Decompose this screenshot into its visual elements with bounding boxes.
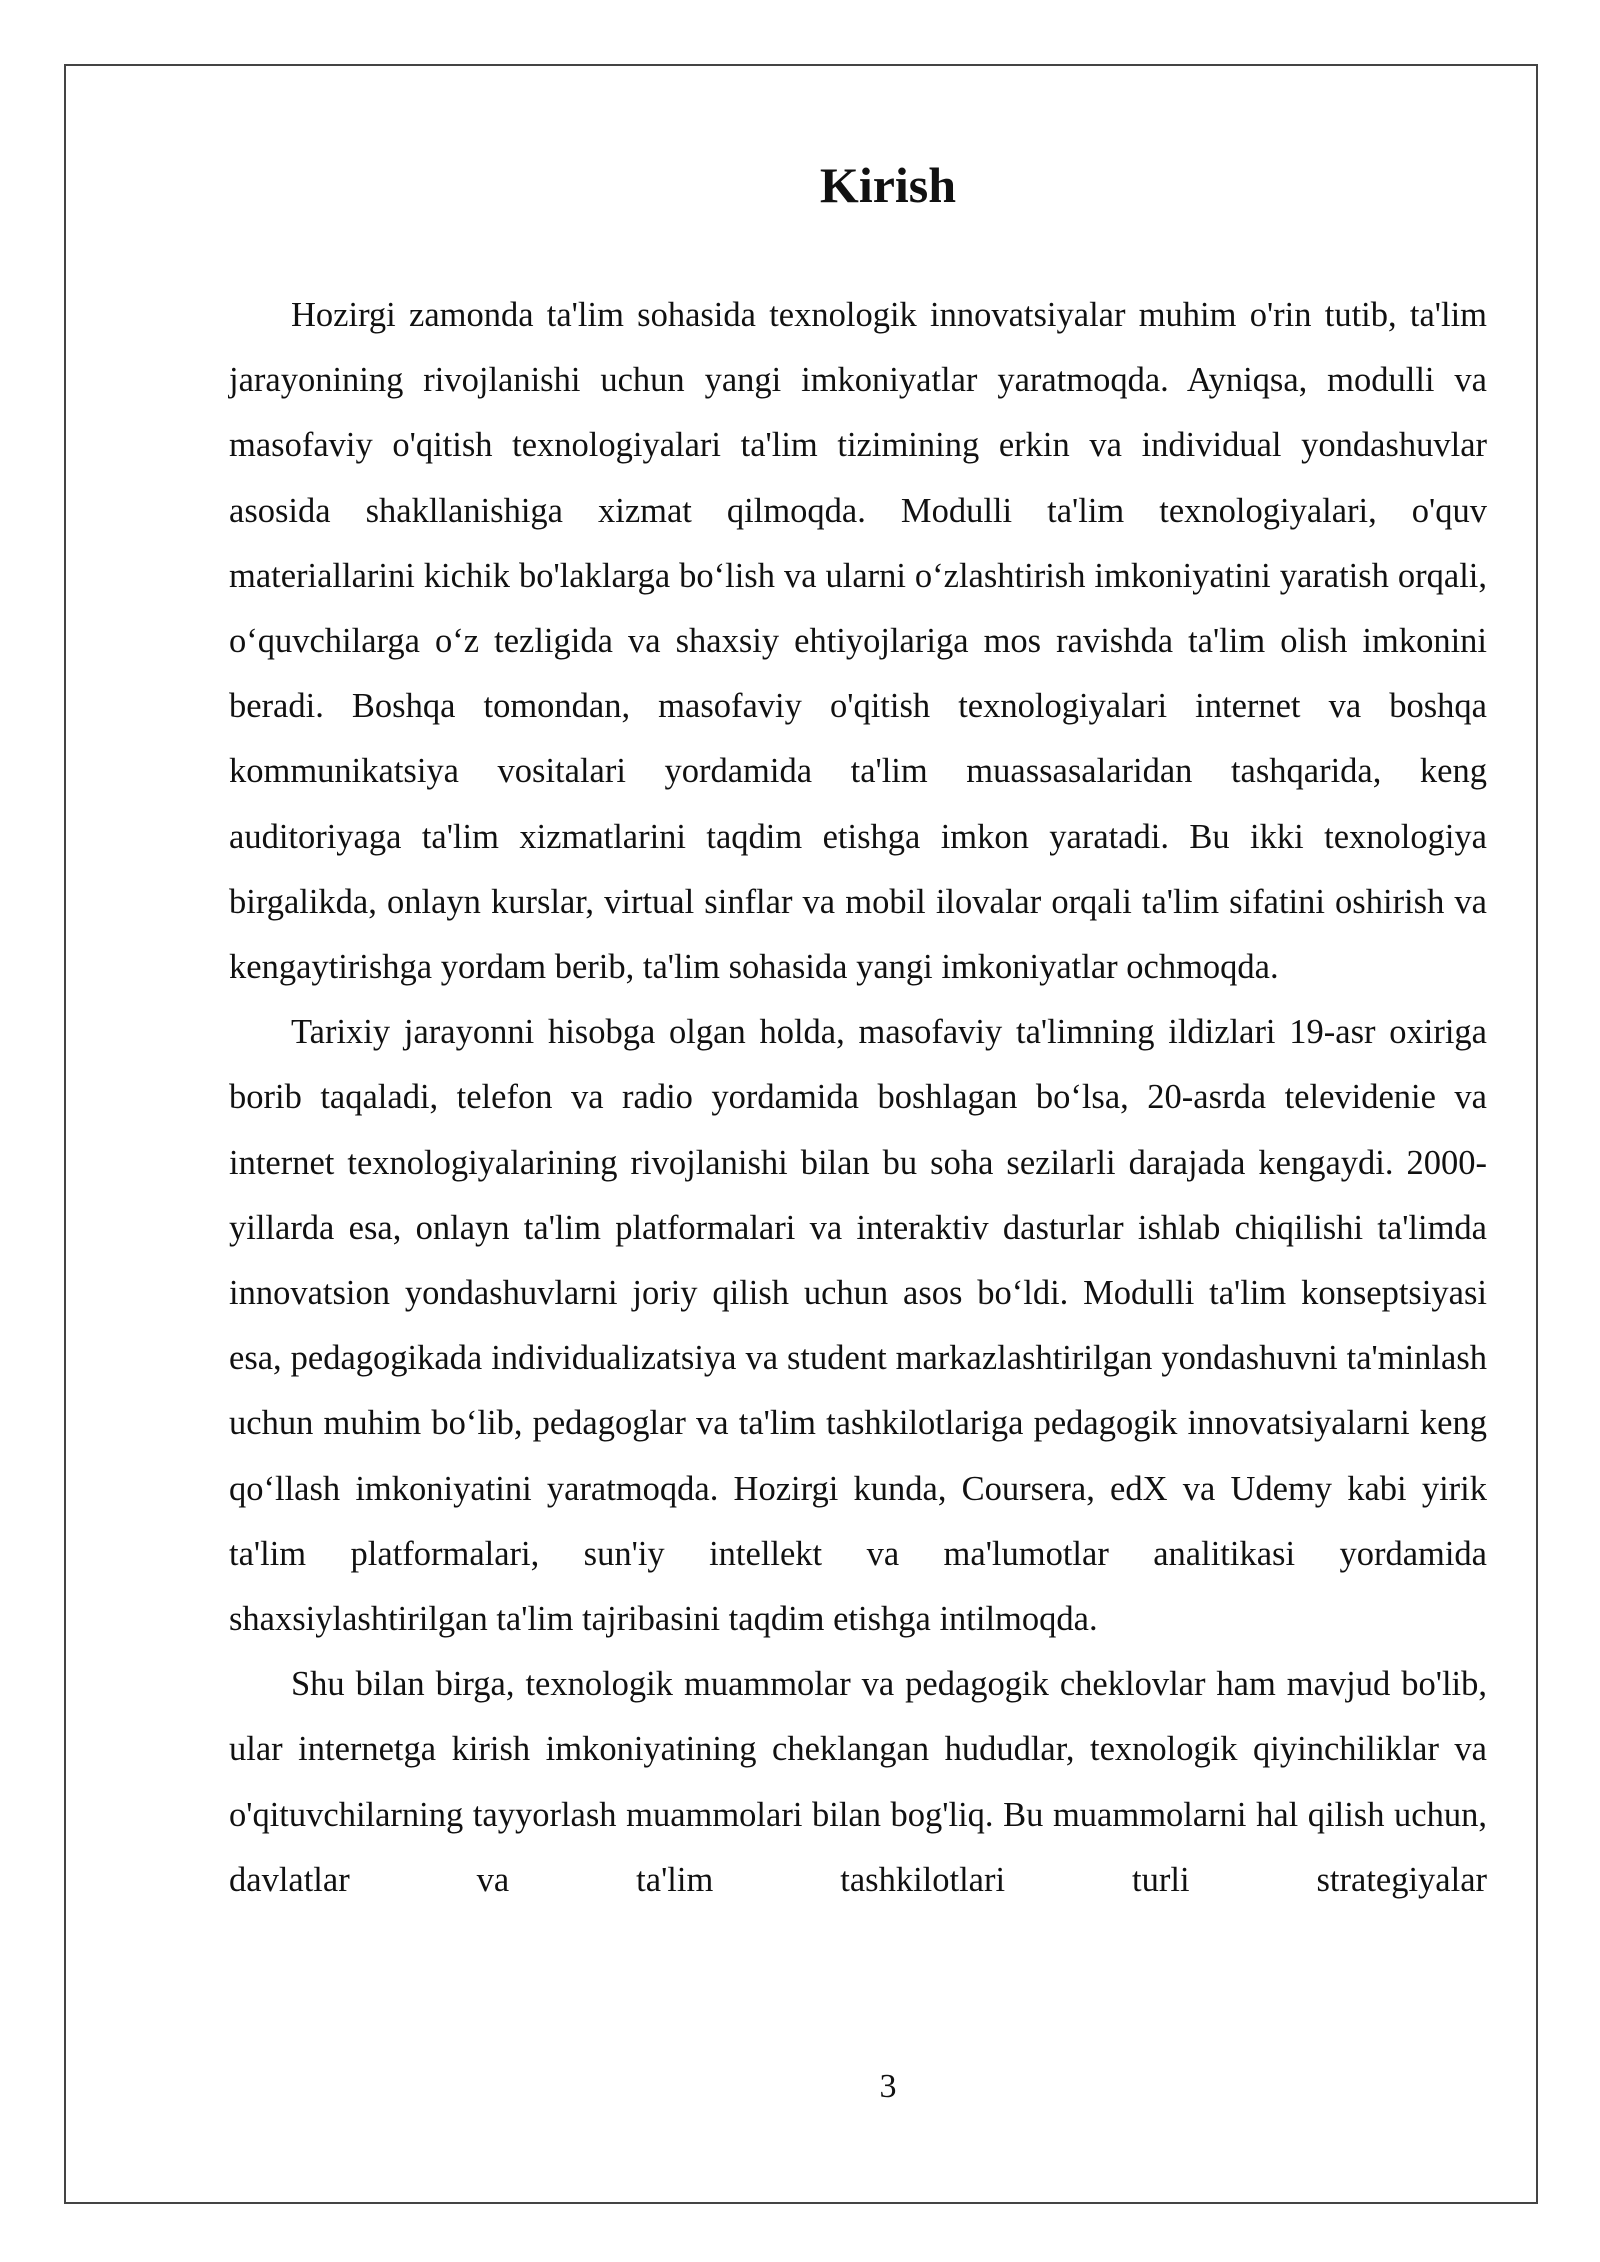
paragraph-3: Shu bilan birga, texnologik muammolar va pedagogik cheklovlar ham mavjud bo'lib, ular internetga kirish imkoniyatining cheklangan hududlar, texnologik qiyinchiliklar va o'qituvchilarning tayyorlash muammolari bilan bog'liq. Bu muammolarni hal qilish uchun, davlatlar va ta'lim tashkilotlari turli strategiyalar bbox=[229, 1665, 1487, 1899]
page-number: 3 bbox=[879, 2068, 897, 2105]
paragraph-1: Hozirgi zamonda ta'lim sohasida texnologik innovatsiyalar muhim o'rin tutib, ta'lim jarayonining rivojlanishi uchun yangi imkoniyatlar yaratmoqda. Ayniqsa, modulli va masofaviy o'qitish texnologiyalari ta'lim tizimining erkin va individual yondashuvlar asosida shakllanishiga xizmat qilmoqda. Modulli ta'lim texnologiyalari, o'quv materiallarini kichik bo'laklarga bo‘lish va ularni o‘zlashtirish imkoniyatini yaratish orqali, o‘quvchilarga o‘z tezligida va shaxsiy ehtiyojlariga mos ravishda ta'lim olish imkonini beradi. Boshqa tomondan, masofaviy o'qitish texnologiyalari internet va boshqa kommunikatsiya vositalari yordamida ta'lim muassasalaridan tashqarida, keng auditoriyaga ta'lim xizmatlarini taqdim etishga imkon yaratadi. Bu ikki texnologiya birgalikda, onlayn kurslar, virtual sinflar va mobil ilovalar orqali ta'lim sifatini oshirish va kengaytirishga yordam berib, ta'lim sohasida yangi imkoniyatlar ochmoqda. bbox=[229, 296, 1487, 987]
body-text bbox=[229, 283, 1487, 1913]
paragraph-2: Tarixiy jarayonni hisobga olgan holda, masofaviy ta'limning ildizlari 19-asr oxiriga borib taqaladi, telefon va radio yordamida boshlagan bo‘lsa, 20-asrda televidenie va internet texnologiyalarining rivojlanishi bilan bu soha sezilarli darajada kengaydi. 2000-yillarda esa, onlayn ta'lim platformalari va interaktiv dasturlar ishlab chiqilishi ta'limda innovatsion yondashuvlarni joriy qilish uchun asos bo‘ldi. Modulli ta'lim konseptsiyasi esa, pedagogikada individualizatsiya va student markazlashtirilgan yondashuvni ta'minlash uchun muhim bo‘lib, pedagoglar va ta'lim tashkilotlariga pedagogik innovatsiyalarni keng qo‘llash imkoniyatini yaratmoqda. Hozirgi kunda, Coursera, edX va Udemy kabi yirik ta'lim platformalari, sun'iy intellekt va ma'lumotlar analitikasi yordamida shaxsiylashtirilgan ta'lim tajribasini taqdim etishga intilmoqda. bbox=[229, 1013, 1487, 1639]
page-title: Kirish bbox=[819, 157, 957, 213]
